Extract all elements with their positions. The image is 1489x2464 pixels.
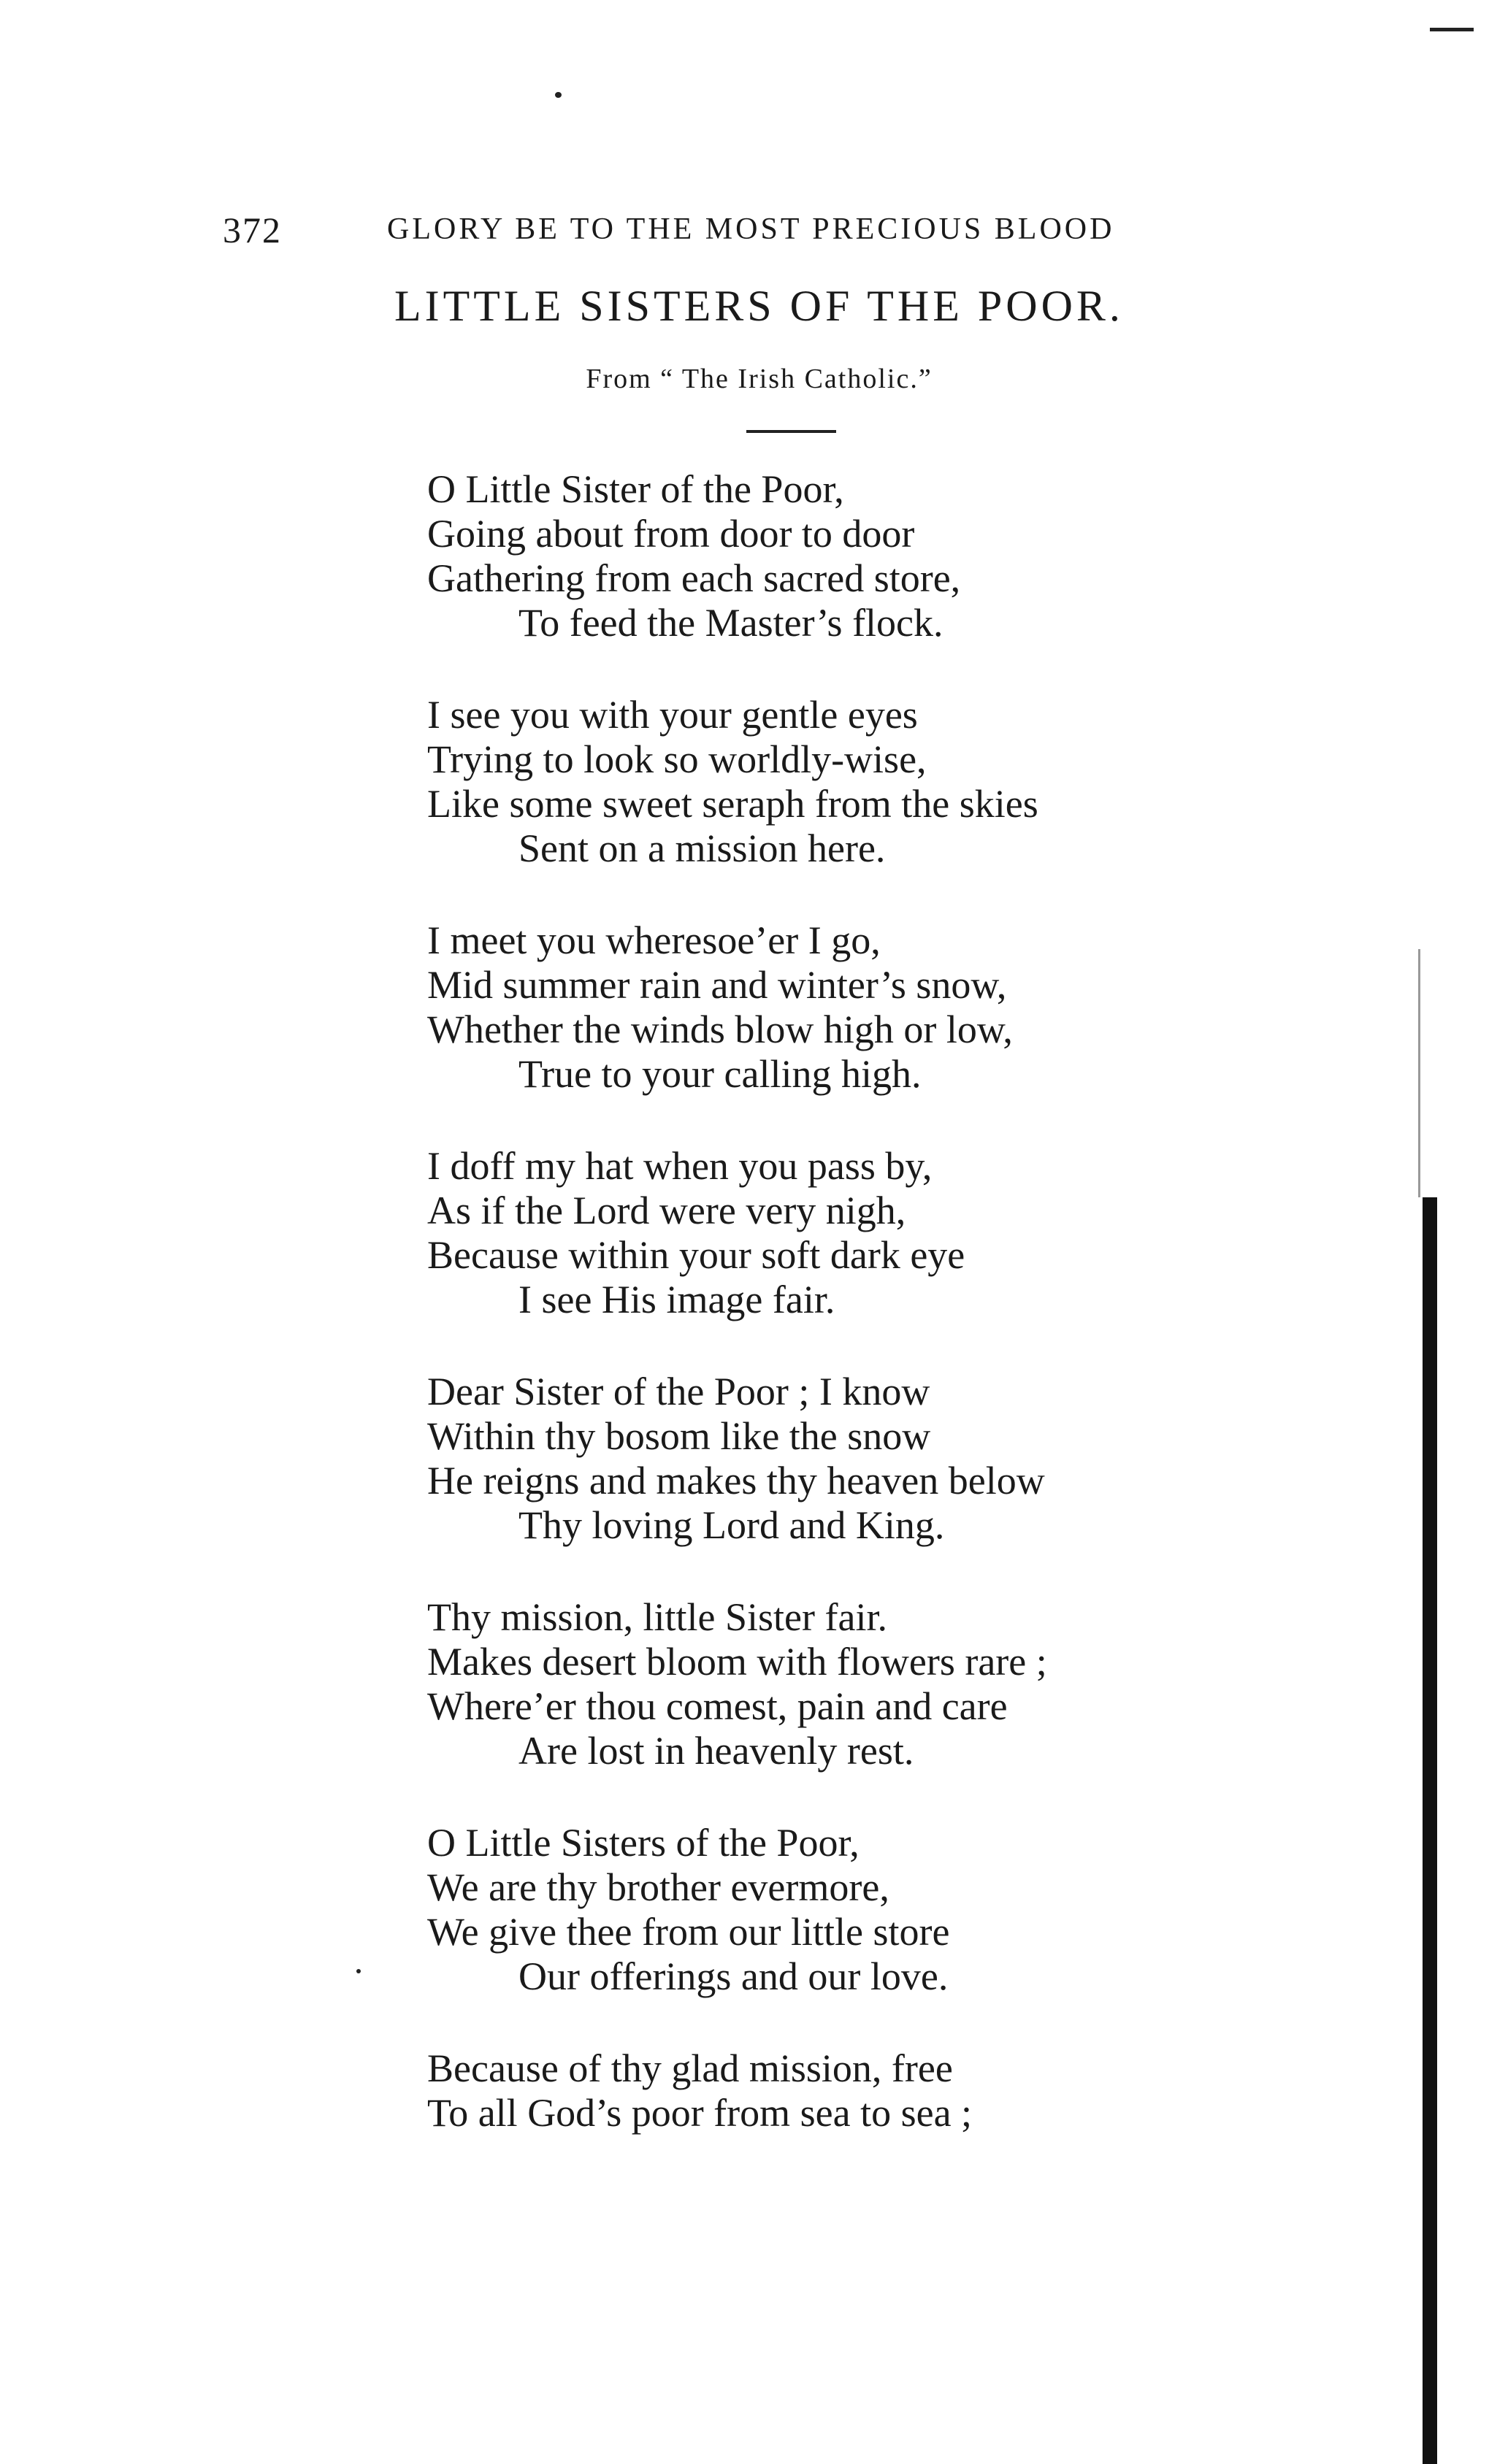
- stanza: [427, 2046, 1304, 2135]
- poem-line: Makes desert bloom with flowers rare ;: [427, 1640, 1047, 1684]
- stanza: [427, 1595, 1304, 1773]
- poem-line: Because within your soft dark eye: [427, 1233, 965, 1277]
- poem-body: [427, 467, 1304, 2183]
- poem-line: Whether the winds blow high or low,: [427, 1008, 1013, 1051]
- title-rule: [746, 430, 836, 433]
- running-head: GLORY BE TO THE MOST PRECIOUS BLOOD: [387, 212, 1115, 246]
- ink-speck: [555, 92, 562, 98]
- page-edge-shadow: [1418, 949, 1420, 1197]
- poem-line: Going about from door to door: [427, 512, 915, 556]
- poem-line: Because of thy glad mission, free: [427, 2046, 953, 2090]
- poem-line: I doff my hat when you pass by,: [427, 1144, 933, 1188]
- poem-line: True to your calling high.: [518, 1052, 922, 1096]
- stanza: [427, 467, 1304, 645]
- stanza: [427, 1144, 1304, 1322]
- poem-line: As if the Lord were very nigh,: [427, 1189, 906, 1232]
- poem-line: I see you with your gentle eyes: [427, 693, 918, 737]
- poem-line: Our offerings and our love.: [518, 1954, 949, 1998]
- poem-line: He reigns and makes thy heaven below: [427, 1459, 1045, 1502]
- poem-source: From “ The Irish Catholic.”: [586, 364, 933, 394]
- poem-line: Thy loving Lord and King.: [518, 1503, 945, 1547]
- poem-title: LITTLE SISTERS OF THE POOR.: [394, 282, 1124, 330]
- stanza: [427, 1821, 1304, 1999]
- stanza: [427, 693, 1304, 871]
- poem-line: We are thy brother evermore,: [427, 1865, 889, 1909]
- poem-line: Where’er thou comest, pain and care: [427, 1684, 1008, 1728]
- scan-edge-mark: [1430, 28, 1474, 31]
- ink-speck: [356, 1969, 361, 1973]
- page-number: 372: [223, 210, 282, 250]
- poem-line: O Little Sisters of the Poor,: [427, 1821, 860, 1865]
- poem-line: Within thy bosom like the snow: [427, 1414, 931, 1458]
- poem-line: Mid summer rain and winter’s snow,: [427, 963, 1007, 1007]
- poem-line: Dear Sister of the Poor ; I know: [427, 1370, 930, 1413]
- poem-line: Thy mission, little Sister fair.: [427, 1595, 887, 1639]
- poem-line: To all God’s poor from sea to sea ;: [427, 2091, 973, 2135]
- poem-line: I see His image fair.: [518, 1278, 835, 1321]
- poem-line: O Little Sister of the Poor,: [427, 467, 844, 511]
- poem-line: Trying to look so worldly-wise,: [427, 737, 927, 781]
- poem-line: Like some sweet seraph from the skies: [427, 782, 1038, 826]
- page-edge-bar: [1423, 1197, 1437, 2464]
- poem-line: I meet you wheresoe’er I go,: [427, 918, 881, 962]
- stanza: [427, 918, 1304, 1097]
- poem-line: To feed the Master’s flock.: [518, 601, 943, 645]
- poem-line: Sent on a mission here.: [518, 826, 886, 870]
- stanza: [427, 1370, 1304, 1548]
- poem-line: We give thee from our little store: [427, 1910, 950, 1954]
- poem-line: Gathering from each sacred store,: [427, 556, 961, 600]
- poem-line: Are lost in heavenly rest.: [518, 1729, 914, 1773]
